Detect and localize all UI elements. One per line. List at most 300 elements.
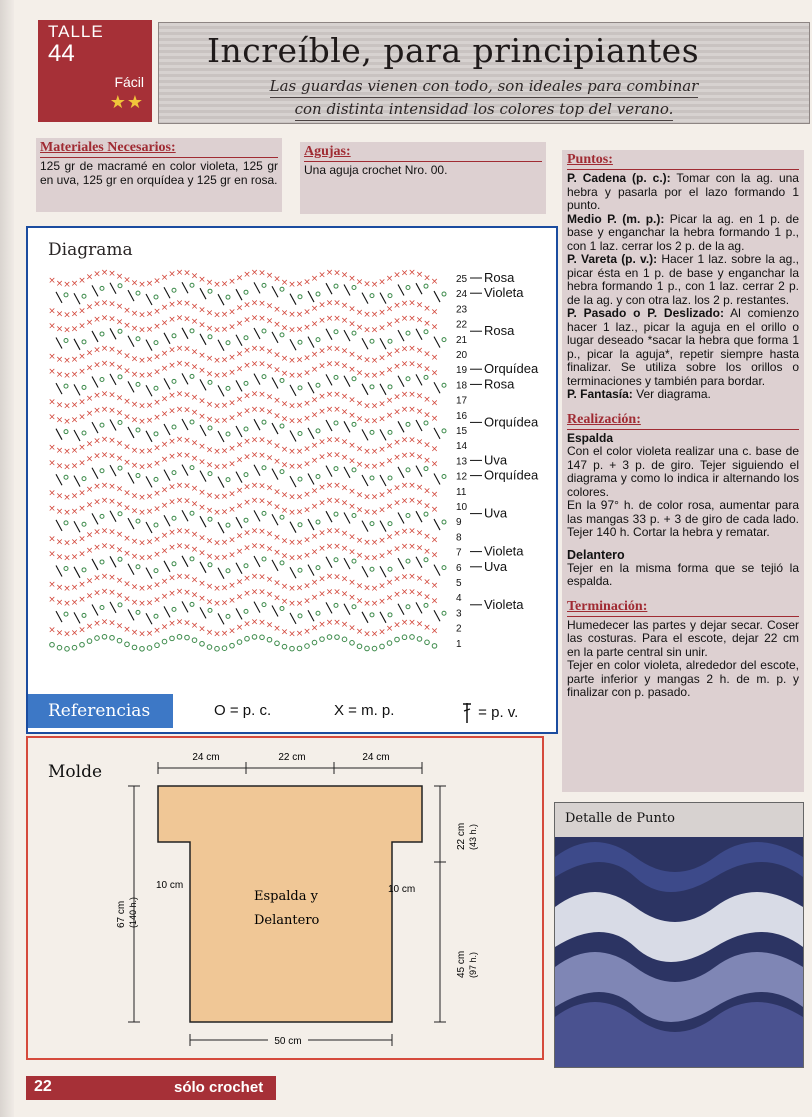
piece-label-1: Espalda y — [254, 889, 318, 904]
dc-stitch — [110, 420, 116, 431]
sc-stitch: × — [63, 356, 71, 366]
dc-stitch — [74, 339, 80, 350]
chain-stitch — [388, 613, 392, 617]
sc-stitch: × — [423, 303, 431, 314]
dim-sleeve-right: 10 cm — [388, 884, 416, 895]
dc-stitch — [308, 382, 314, 393]
sc-stitch: × — [183, 572, 191, 583]
sc-stitch: × — [378, 308, 386, 319]
chain-stitch — [226, 569, 230, 573]
sc-stitch: × — [400, 359, 409, 370]
dc-stitch — [146, 476, 152, 487]
page-gutter — [0, 0, 14, 1117]
chain-stitch — [100, 560, 104, 564]
dc-stitch — [218, 613, 224, 624]
sc-stitch: × — [220, 324, 229, 335]
finishing-heading: Terminación: — [567, 598, 648, 614]
sc-stitch: × — [340, 270, 349, 281]
sc-stitch: × — [100, 389, 109, 400]
sc-stitch: × — [355, 535, 364, 546]
dc-stitch — [344, 330, 350, 341]
sc-stitch: × — [130, 308, 139, 319]
sc-stitch: × — [295, 583, 304, 594]
sc-stitch: × — [85, 545, 94, 556]
sc-stitch: × — [153, 595, 161, 606]
dim-height-upper: 22 cm — [456, 822, 467, 850]
sc-stitch: × — [115, 302, 124, 313]
chain-stitch — [370, 339, 374, 343]
sc-stitch: × — [55, 461, 64, 472]
chain-stitch — [118, 512, 122, 516]
dc-stitch — [254, 328, 260, 339]
chain-stitch — [372, 646, 377, 651]
sc-stitch: × — [243, 315, 251, 326]
sc-stitch: × — [258, 618, 266, 629]
sc-stitch: × — [415, 300, 424, 311]
sc-stitch: × — [93, 436, 101, 447]
sc-stitch: × — [138, 401, 146, 412]
dc-stitch — [164, 470, 170, 481]
sc-stitch: × — [423, 440, 431, 451]
sc-stitch: × — [100, 480, 109, 491]
sc-stitch: × — [430, 459, 439, 470]
dc-stitch — [218, 568, 224, 579]
chain-stitch — [370, 522, 374, 526]
chain-stitch — [395, 637, 400, 642]
sc-stitch: × — [355, 353, 364, 364]
chain-stitch — [410, 635, 415, 640]
sc-stitch: × — [280, 505, 289, 516]
sc-stitch: × — [153, 534, 161, 545]
sc-stitch: × — [348, 593, 356, 604]
sc-stitch: × — [213, 629, 221, 640]
sc-stitch: × — [243, 406, 251, 417]
chain-stitch — [406, 559, 410, 563]
sc-stitch: × — [333, 313, 341, 324]
sc-stitch: × — [295, 279, 304, 290]
sc-stitch: × — [153, 352, 161, 363]
chain-stitch — [226, 432, 230, 436]
stitch-item — [567, 213, 799, 254]
chain-stitch — [185, 635, 190, 640]
sc-stitch: × — [130, 354, 139, 365]
sc-stitch: × — [273, 456, 281, 467]
sc-stitch: × — [348, 578, 356, 588]
sc-stitch: × — [78, 534, 86, 545]
sc-stitch: × — [265, 346, 274, 357]
sc-stitch: × — [288, 599, 296, 610]
sc-stitch: × — [408, 587, 416, 598]
row-number: 2 — [456, 623, 462, 635]
sc-stitch: × — [325, 526, 334, 537]
sc-stitch: × — [415, 589, 424, 600]
sc-stitch: × — [393, 544, 401, 555]
sc-stitch: × — [108, 314, 116, 325]
sc-stitch: × — [85, 272, 94, 283]
sc-stitch: × — [175, 617, 184, 628]
chain-stitch — [208, 426, 212, 430]
sc-stitch: × — [183, 405, 191, 416]
sc-stitch: × — [355, 581, 364, 592]
sc-stitch: × — [333, 268, 341, 279]
sc-stitch: × — [250, 526, 259, 537]
chain-stitch — [226, 614, 230, 618]
sc-stitch: × — [430, 550, 439, 561]
sc-stitch: × — [190, 392, 199, 403]
dc-stitch — [416, 557, 422, 568]
sc-stitch: × — [288, 538, 296, 549]
chain-stitch — [388, 522, 392, 526]
sc-stitch: × — [235, 501, 244, 512]
sc-stitch: × — [378, 627, 386, 638]
chain-stitch — [208, 380, 212, 384]
dc-stitch — [272, 377, 278, 388]
dc-stitch — [74, 612, 80, 623]
stitch-item — [567, 172, 799, 213]
chain-stitch — [208, 335, 212, 339]
sc-stitch: × — [243, 497, 251, 508]
sc-stitch: × — [250, 404, 259, 415]
sc-stitch: × — [205, 536, 214, 547]
sc-stitch: × — [168, 619, 176, 630]
sc-stitch: × — [115, 621, 124, 632]
sc-stitch: × — [198, 411, 206, 422]
sc-stitch: × — [228, 489, 236, 500]
sc-stitch: × — [160, 303, 169, 314]
chain-stitch — [387, 641, 392, 646]
sc-stitch: × — [123, 321, 131, 332]
sc-stitch: × — [55, 537, 64, 548]
sc-stitch: × — [168, 269, 176, 280]
sc-stitch: × — [160, 439, 169, 450]
sc-stitch: × — [333, 496, 341, 507]
sc-stitch: × — [138, 447, 146, 458]
chain-stitch — [215, 646, 220, 651]
dc-stitch — [326, 557, 332, 568]
sc-stitch: × — [363, 446, 371, 457]
chain-stitch — [154, 386, 158, 390]
sc-stitch: × — [48, 367, 56, 378]
needles-rule — [304, 161, 542, 162]
chain-stitch — [406, 605, 410, 609]
sc-stitch: × — [138, 599, 146, 610]
sc-stitch: × — [265, 362, 274, 373]
sc-stitch: × — [115, 530, 124, 541]
sc-stitch: × — [160, 409, 169, 420]
dc-stitch — [416, 329, 422, 340]
sc-stitch: × — [258, 526, 266, 537]
sc-stitch: × — [153, 276, 161, 287]
sc-stitch: × — [70, 628, 79, 639]
dc-stitch — [380, 384, 386, 395]
sc-stitch: × — [145, 446, 154, 457]
sc-stitch: × — [108, 299, 116, 310]
sc-stitch: × — [310, 532, 319, 543]
sc-stitch: × — [70, 309, 79, 320]
sc-stitch: × — [288, 447, 296, 458]
sc-stitch: × — [78, 412, 86, 423]
legend-chain — [214, 702, 271, 719]
sc-stitch: × — [310, 547, 319, 558]
chain-stitch — [316, 566, 320, 570]
sc-stitch: × — [430, 277, 439, 288]
dc-stitch — [236, 335, 242, 346]
chain-stitch — [50, 642, 55, 647]
sc-stitch: × — [303, 398, 311, 409]
sc-stitch: × — [423, 273, 431, 284]
sc-stitch: × — [55, 491, 64, 502]
pattern-drawing — [28, 738, 542, 1058]
sc-stitch: × — [130, 628, 139, 639]
sc-stitch: × — [325, 435, 334, 446]
chain-stitch — [190, 466, 194, 470]
dc-stitch — [56, 292, 62, 303]
chain-stitch — [100, 423, 104, 427]
chain-stitch — [406, 331, 410, 335]
dc-stitch — [74, 521, 80, 532]
back-text-1: Con el color violeta realizar una c. base de 147 p. + 3 p. de giro. Tejer siguiendo el diagrama y como lo indica ir alternando los colores. — [567, 444, 799, 499]
sc-stitch: × — [228, 459, 236, 470]
sc-stitch: × — [205, 399, 214, 410]
chain-stitch — [388, 430, 392, 434]
chain-stitch — [226, 295, 230, 299]
sc-stitch: × — [288, 462, 296, 473]
chain-stitch — [334, 467, 338, 471]
color-label: Uva — [484, 452, 508, 468]
sc-stitch: × — [408, 344, 416, 355]
sc-stitch: × — [235, 622, 244, 633]
chain-stitch — [136, 565, 140, 569]
dc-stitch — [200, 562, 206, 573]
sc-stitch: × — [303, 414, 311, 425]
sc-stitch: × — [93, 482, 101, 493]
chain-stitch — [118, 329, 122, 333]
chain-stitch — [154, 341, 158, 345]
sc-stitch: × — [220, 355, 229, 366]
sc-stitch: × — [303, 626, 311, 637]
chain-stitch — [316, 520, 320, 524]
sc-stitch: × — [288, 310, 296, 321]
chain-stitch — [432, 644, 437, 649]
sc-stitch: × — [280, 277, 289, 288]
sc-stitch: × — [183, 344, 191, 355]
sc-stitch: × — [265, 392, 274, 403]
stitch-detail-photo — [554, 802, 804, 1068]
row-number: 25 — [456, 274, 468, 285]
dc-stitch — [416, 466, 422, 477]
chain-stitch — [424, 603, 428, 607]
sc-stitch: × — [70, 354, 79, 365]
sc-stitch: × — [370, 629, 379, 640]
sc-stitch: × — [213, 583, 221, 594]
difficulty-label: Fácil — [114, 74, 144, 90]
sc-stitch: × — [153, 626, 161, 637]
sc-stitch: × — [160, 500, 169, 511]
sc-stitch: × — [393, 498, 401, 509]
sc-stitch: × — [348, 365, 356, 376]
chain-stitch — [370, 613, 374, 617]
row-number: 21 — [456, 334, 468, 346]
sc-stitch: × — [55, 582, 64, 593]
sc-stitch: × — [288, 325, 296, 336]
dc-stitch — [236, 608, 242, 619]
sc-stitch: × — [415, 406, 424, 417]
sc-stitch: × — [295, 325, 304, 336]
sc-stitch: × — [325, 587, 334, 598]
sc-stitch: × — [183, 299, 191, 310]
sc-stitch: × — [115, 591, 124, 602]
sc-stitch: × — [55, 324, 64, 335]
sc-stitch: × — [228, 322, 236, 333]
dc-stitch — [56, 611, 62, 622]
sc-stitch: × — [198, 320, 206, 331]
sc-stitch: × — [393, 301, 401, 312]
sc-stitch: × — [153, 458, 161, 469]
dim-top-left: 24 cm — [192, 752, 220, 763]
chain-stitch — [442, 566, 446, 570]
sc-stitch: × — [295, 309, 304, 320]
dc-stitch — [164, 333, 170, 344]
chain-stitch — [118, 284, 122, 288]
realization-heading: Realización: — [567, 411, 641, 427]
dc-stitch — [398, 513, 404, 524]
chain-stitch — [154, 432, 158, 436]
sc-stitch: × — [273, 487, 281, 498]
sc-stitch: × — [363, 325, 371, 336]
color-label: Uva — [484, 505, 508, 521]
dim-height-total-rows: (140 h.) — [128, 896, 138, 928]
sc-stitch: × — [258, 390, 266, 401]
dim-height-total: 67 cm — [116, 900, 127, 928]
stitch-item — [567, 388, 799, 402]
sc-stitch: × — [183, 542, 191, 553]
sc-stitch: × — [385, 593, 394, 604]
sc-stitch: × — [93, 588, 101, 599]
sc-stitch: × — [310, 501, 319, 512]
sc-stitch: × — [228, 626, 236, 637]
sc-stitch: × — [85, 363, 94, 374]
sc-stitch: × — [280, 414, 289, 425]
sc-stitch: × — [250, 572, 259, 583]
sc-stitch: × — [303, 277, 311, 288]
sc-stitch: × — [333, 435, 341, 446]
dc-stitch — [182, 282, 188, 293]
dc-stitch — [146, 294, 152, 305]
dc-stitch — [434, 610, 440, 621]
sc-stitch: × — [78, 306, 86, 317]
magazine-name: sólo crochet — [174, 1079, 264, 1096]
dc-stitch — [56, 383, 62, 394]
chain-stitch — [162, 639, 167, 644]
dc-stitch — [218, 294, 224, 305]
sc-stitch: × — [340, 392, 349, 403]
sc-stitch: × — [78, 595, 86, 606]
sc-stitch: × — [385, 411, 394, 422]
sc-stitch: × — [303, 505, 311, 516]
sc-stitch: × — [288, 507, 296, 518]
sc-stitch: × — [385, 547, 394, 558]
sc-stitch: × — [100, 572, 109, 583]
sc-stitch: × — [138, 553, 146, 564]
sc-stitch: × — [243, 345, 251, 356]
sc-stitch: × — [408, 572, 416, 583]
sc-stitch: × — [393, 316, 401, 327]
dc-stitch — [110, 465, 116, 476]
chain-stitch — [327, 635, 332, 640]
sc-stitch: × — [175, 389, 184, 400]
sc-stitch: × — [153, 489, 161, 500]
sc-stitch: × — [243, 437, 251, 448]
sc-stitch: × — [423, 455, 431, 466]
sc-stitch: × — [385, 350, 394, 361]
sc-stitch: × — [318, 498, 326, 509]
stitch-term: P. Vareta (p. v.): — [567, 252, 658, 266]
sc-stitch: × — [145, 598, 154, 609]
sc-stitch: × — [378, 551, 386, 562]
dc-stitch — [92, 377, 98, 388]
sc-stitch: × — [220, 446, 229, 457]
dc-stitch — [74, 384, 80, 395]
sc-stitch: × — [175, 496, 184, 507]
materials-text: 125 gr de macramé en color violeta, 125 gr en uva, 125 gr en orquídea y 125 gr en rosa. — [40, 159, 278, 187]
sc-stitch: × — [85, 530, 94, 541]
dc-stitch — [380, 293, 386, 304]
dc-stitch — [254, 465, 260, 476]
sc-stitch: × — [48, 321, 56, 332]
sc-stitch: × — [190, 590, 199, 601]
sc-stitch: × — [295, 553, 304, 564]
finishing-rule — [567, 616, 799, 617]
dc-stitch — [308, 519, 314, 530]
chain-stitch — [252, 635, 257, 640]
sc-stitch: × — [325, 344, 334, 355]
double-crochet-icon — [460, 702, 474, 724]
sc-stitch: × — [243, 391, 251, 402]
chain-stitch — [380, 644, 385, 649]
chain-stitch — [208, 517, 212, 521]
sc-stitch: × — [378, 581, 386, 592]
sc-stitch: × — [265, 590, 274, 601]
dc-stitch — [146, 522, 152, 533]
chain-stitch — [406, 286, 410, 290]
difficulty-stars: ★★ — [109, 92, 144, 112]
piece-label-2: Delantero — [254, 913, 320, 928]
sc-stitch: × — [273, 548, 281, 559]
chain-stitch — [442, 474, 446, 478]
dc-stitch — [182, 373, 188, 384]
sc-stitch: × — [318, 619, 326, 630]
sc-stitch: × — [355, 490, 364, 501]
sc-stitch: × — [265, 529, 274, 540]
sc-stitch: × — [220, 309, 229, 320]
sc-stitch: × — [220, 279, 229, 290]
sc-stitch: × — [205, 415, 214, 426]
sc-stitch: × — [190, 544, 199, 555]
size-badge — [38, 20, 152, 122]
chain-stitch — [64, 338, 68, 342]
sc-stitch: × — [93, 345, 101, 356]
color-label: Violeta — [484, 543, 524, 559]
sc-stitch: × — [145, 552, 154, 563]
dc-stitch — [272, 560, 278, 571]
sc-stitch: × — [183, 359, 191, 370]
row-number: 1 — [456, 638, 462, 650]
sc-stitch: × — [408, 617, 416, 628]
chain-stitch — [100, 606, 104, 610]
dc-stitch — [218, 477, 224, 488]
sc-stitch: × — [130, 597, 139, 608]
sc-stitch: × — [430, 322, 439, 333]
